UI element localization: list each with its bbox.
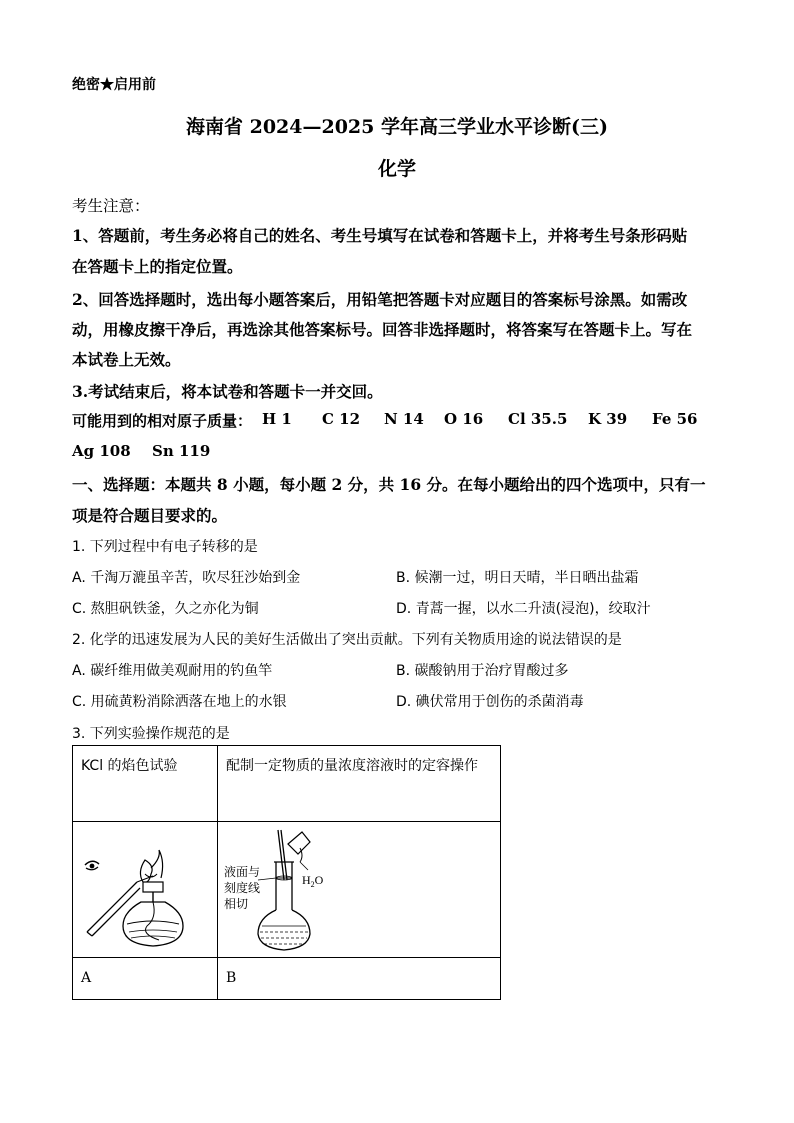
volumetric-flask-icon xyxy=(258,830,310,950)
atomic-mass-item: Cl 35.5 xyxy=(508,410,568,428)
flame-test-figure xyxy=(73,822,201,957)
eye-icon xyxy=(85,861,99,870)
section-heading: 一、选择题：本题共 8 小题，每小题 2 分，共 16 分。在每小题给出的四个选项中，只有一 xyxy=(72,475,706,494)
atomic-mass-item: Fe 56 xyxy=(652,410,698,428)
figure-a-cell xyxy=(73,822,218,958)
figure-b-cell xyxy=(218,822,501,958)
annotation-text: 相切 xyxy=(224,897,249,911)
question-stem: 3. 下列实验操作规范的是 xyxy=(72,726,230,742)
question-stem: 2. 化学的迅速发展为人民的美好生活做出了突出贡献。下列有关物质用途的说法错误的是 xyxy=(72,632,622,648)
subject-title: 化学 xyxy=(377,158,416,180)
notice-line: 3.考试结束后，将本试卷和答题卡一并交回。 xyxy=(72,382,383,401)
table-header-b: 配制一定物质的量浓度溶液时的定容操作 xyxy=(218,746,501,822)
option-label-b: B xyxy=(218,958,501,1000)
option-c: C. 熬胆矾铁釜，久之亦化为铜 xyxy=(72,601,259,617)
option-c: C. 用硫黄粉消除洒落在地上的水银 xyxy=(72,694,287,710)
confidential-label: 绝密★启用前 xyxy=(72,77,156,93)
option-label-a: A xyxy=(73,958,218,1000)
option-d: D. 青蒿一握，以水二升渍(浸泡)，绞取汁 xyxy=(396,601,651,617)
question-stem: 1. 下列过程中有电子转移的是 xyxy=(72,539,258,555)
atomic-mass-item: Sn 119 xyxy=(152,442,211,460)
exam-title: 海南省 2024—2025 学年高三学业水平诊断(三) xyxy=(186,116,608,138)
atomic-mass-item: H 1 xyxy=(262,410,292,428)
annotation-text: 刻度线 xyxy=(224,881,261,895)
section-heading: 项是符合题目要求的。 xyxy=(72,506,228,525)
atomic-mass-item: Ag 108 xyxy=(72,442,131,460)
option-a: A. 碳纤维用做美观耐用的钓鱼竿 xyxy=(72,663,273,679)
volumetric-flask-figure xyxy=(218,822,484,957)
experiment-table xyxy=(72,745,501,1000)
notice-line: 1、答题前，考生务必将自己的姓名、考生号填写在试卷和答题卡上，并将考生号条形码贴 xyxy=(72,226,688,245)
option-b: B. 候潮一过，明日天晴，半日晒出盐霜 xyxy=(396,570,639,586)
option-d: D. 碘伏常用于创伤的杀菌消毒 xyxy=(396,694,584,710)
notice-heading: 考生注意： xyxy=(72,197,150,215)
notice-line: 动，用橡皮擦干净后，再选涂其他答案标号。回答非选择题时，将答案写在答题卡上。写在 xyxy=(72,320,693,339)
atomic-mass-item: N 14 xyxy=(384,410,424,428)
table-header-a: KCl 的焰色试验 xyxy=(73,746,218,822)
annotation-text: 液面与 xyxy=(224,865,261,879)
atomic-mass-item: K 39 xyxy=(588,410,628,428)
alcohol-lamp-icon xyxy=(123,850,183,946)
water-label: $H_2O$ xyxy=(302,873,324,889)
option-a: A. 千淘万漉虽辛苦，吹尽狂沙始到金 xyxy=(72,570,301,586)
option-b: B. 碳酸钠用于治疗胃酸过多 xyxy=(396,663,569,679)
notice-line: 本试卷上无效。 xyxy=(72,350,181,369)
atomic-mass-item: C 12 xyxy=(322,410,361,428)
atomic-mass-label: 可能用到的相对原子质量： xyxy=(72,412,253,430)
notice-line: 2、回答选择题时，选出每小题答案后，用铅笔把答题卡对应题目的答案标号涂黑。如需改 xyxy=(72,290,688,309)
notice-line: 在答题卡上的指定位置。 xyxy=(72,257,243,276)
atomic-mass-item: O 16 xyxy=(444,410,484,428)
